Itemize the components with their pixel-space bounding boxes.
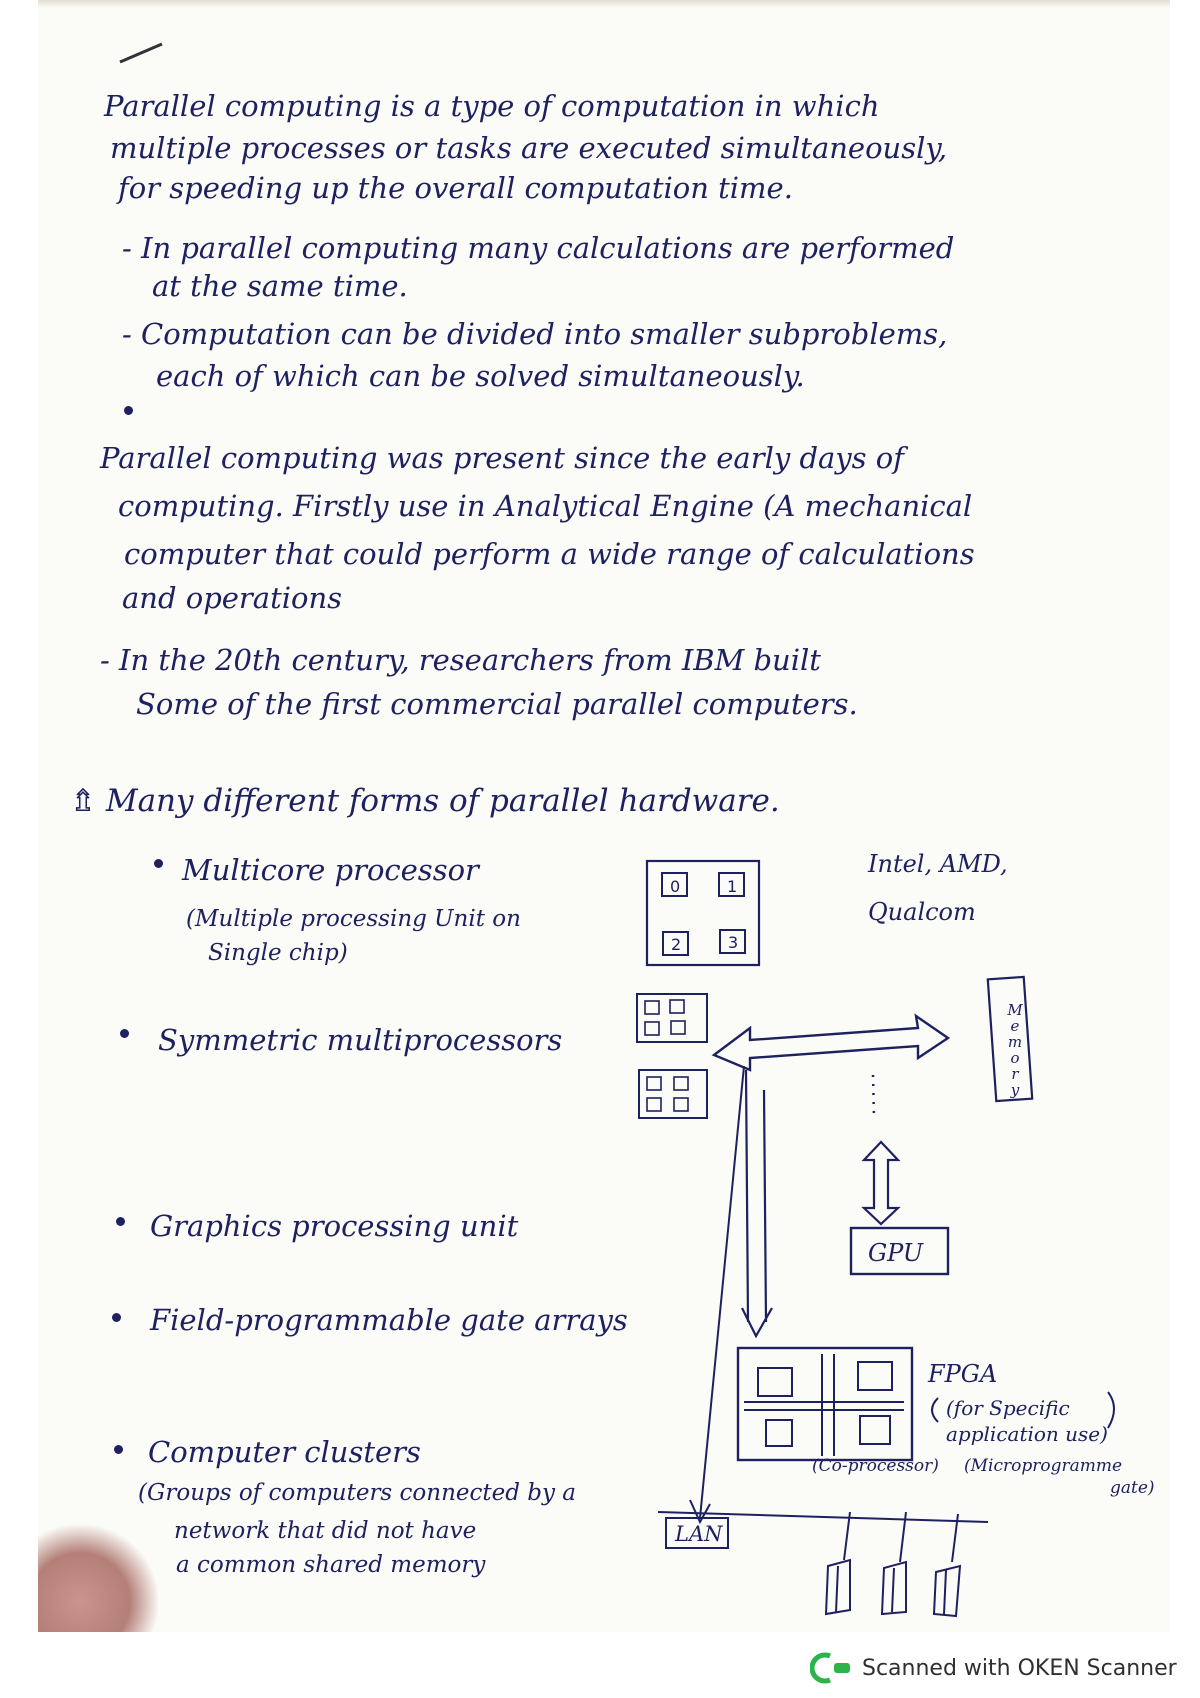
gpu-title: Graphics processing unit [150,1209,519,1243]
bullet-dot [112,1313,121,1322]
fpga-note: (for Specific [946,1396,1070,1420]
memory-letter: o [1010,1049,1020,1067]
memory-letter: e [1010,1017,1020,1035]
multicore-note: Single chip) [208,940,348,966]
smp-processor-top [637,994,707,1042]
bus-arrow [714,1016,948,1070]
scanner-logo-icon [810,1651,852,1685]
lan-box-label: LAN [675,1522,723,1546]
history-line: computer that could perform a wide range of calculations [124,537,975,571]
bullet-dot [114,1445,123,1454]
point-line: - In parallel computing many calculations are performed [122,231,955,265]
memory-letter: m [1007,1033,1023,1051]
clusters-title: Computer clusters [148,1435,421,1469]
point-line: - Computation can be divided into smaller subproblems, [122,317,948,351]
history-line: computing. Firstly use in Analytical Engine (A mechanical [118,489,973,523]
memory-label [1005,1002,1025,1098]
notebook-page [38,0,1170,1632]
history-line: and operations [122,581,343,615]
bus-link-line [746,1070,748,1322]
fpga-board [738,1348,912,1460]
thumb [38,1525,158,1632]
dotted-connector [873,1075,874,1118]
core-label: 2 [671,935,682,954]
core-label: 3 [728,933,739,952]
intro-line: Parallel computing is a type of computation in which [104,89,880,123]
fpga-title: Field-programmable gate arrays [150,1303,628,1337]
intro-line: multiple processes or tasks are executed simultaneously, [110,131,948,165]
clusters-note: a common shared memory [176,1552,486,1578]
point-line: at the same time. [152,269,408,303]
fpga-note: application use) [946,1422,1108,1446]
memory-letter: M [1007,1001,1023,1019]
clusters-note: (Groups of computers connected by a [138,1480,577,1506]
core-label: 0 [670,877,681,896]
ibm-line: - In the 20th century, researchers from IBM built [100,643,821,677]
coprocessor-note: (Co-processor) [812,1456,939,1476]
forms-heading: ⇯ Many different forms of parallel hardware. [70,783,780,819]
point-line: each of which can be solved simultaneously. [156,359,805,393]
memory-letter: r [1011,1065,1019,1083]
intro-line: for speeding up the overall computation time. [118,171,793,205]
smp-processor-bottom [639,1070,707,1118]
history-line: Parallel computing was present since the early days of [100,441,904,475]
bullet-dot [154,859,163,868]
multicore-vendors: Qualcom [868,898,976,926]
multicore-chip [647,861,759,965]
microprogramme-note: gate) [1110,1478,1155,1498]
bullet-dot [116,1217,125,1226]
bus-link-arrowhead [742,1308,772,1336]
fpga-note-bracket [1108,1392,1114,1428]
bus-link-line [764,1090,766,1322]
ibm-line: Some of the first commercial parallel computers. [136,687,858,721]
fpga-label: FPGA [928,1360,998,1388]
scanner-watermark: Scanned with OKEN Scanner [862,1655,1177,1681]
multicore-title: Multicore processor [182,853,479,887]
core-label: 1 [727,877,738,896]
scanner-footer [810,1648,1177,1688]
multicore-vendors: Intel, AMD, [868,850,1008,878]
smp-title: Symmetric multiprocessors [158,1023,563,1057]
multicore-note: (Multiple processing Unit on [186,906,521,932]
pen-mark [120,44,162,62]
cluster-computers [826,1512,960,1616]
bullet-dot [120,1029,129,1038]
memory-letter: y [1010,1081,1020,1099]
gpu-box-label: GPU [868,1239,924,1267]
clusters-note: network that did not have [174,1518,477,1544]
fpga-note-bracket [932,1398,938,1422]
bullet-dot [124,406,133,415]
microprogramme-note: (Microprogramme [964,1456,1123,1476]
gpu-double-arrow [864,1142,898,1224]
